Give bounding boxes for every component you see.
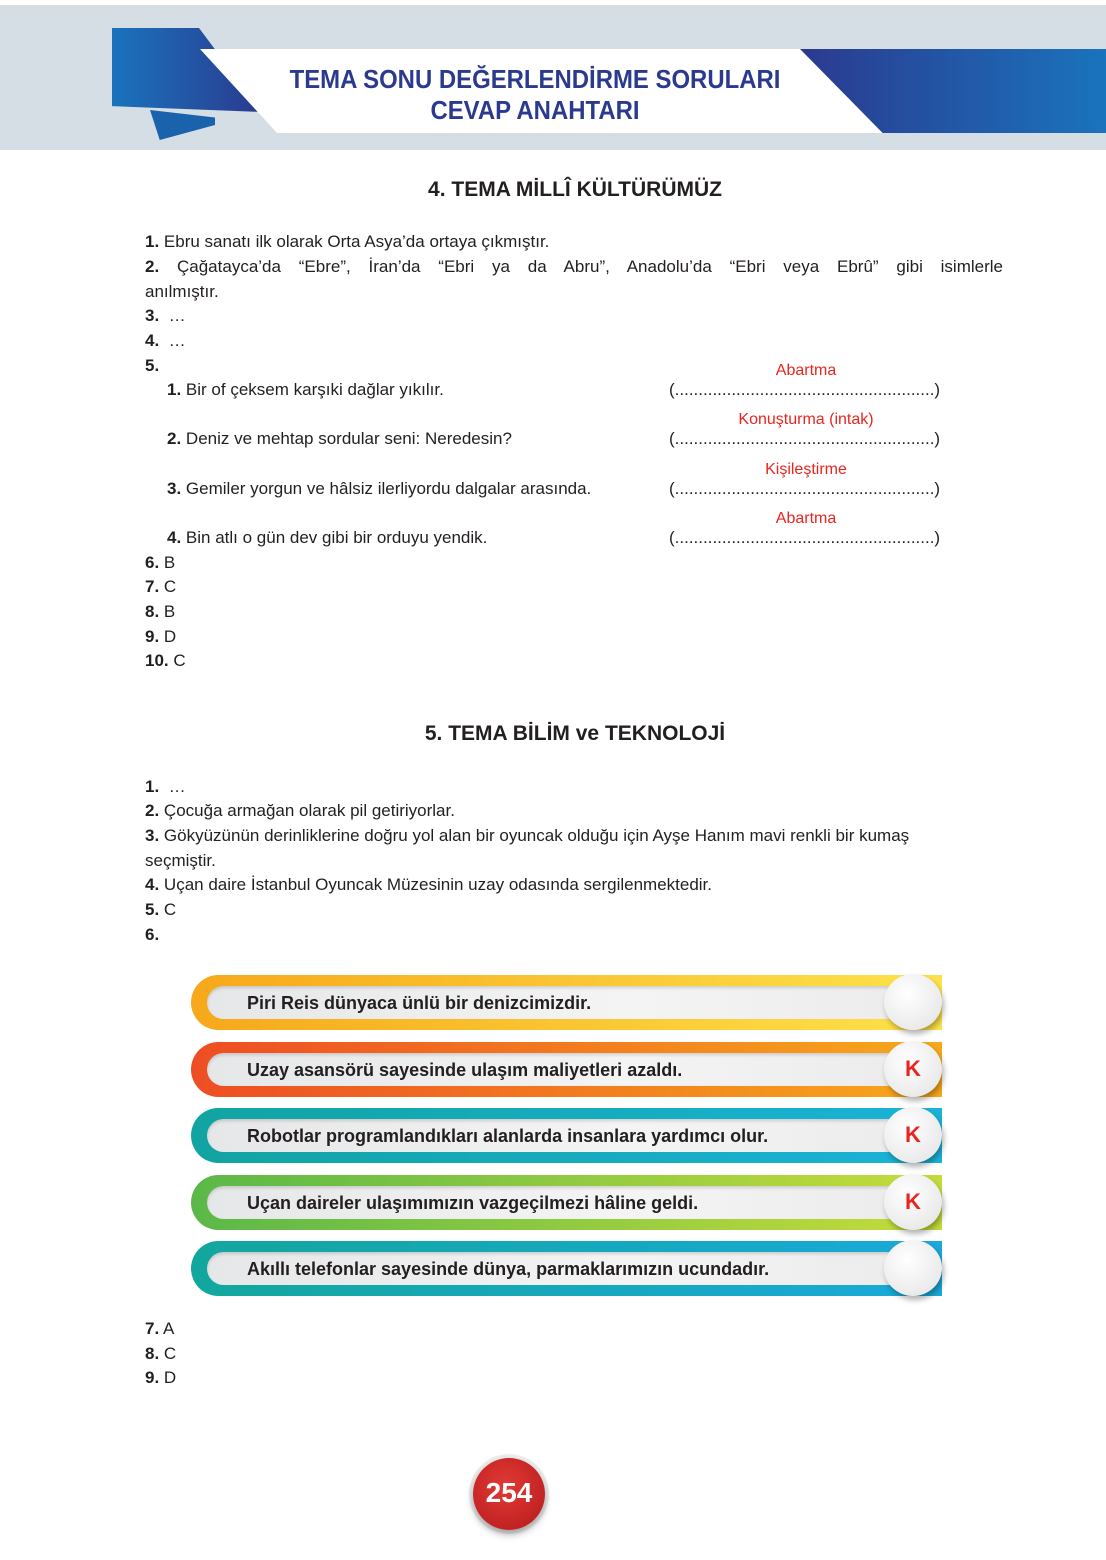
true-false-mark bbox=[884, 1240, 942, 1296]
answer-text: Kişileştirme bbox=[765, 461, 847, 478]
answer-blank: (.......................................................) bbox=[669, 429, 941, 448]
answer-item: 3. … bbox=[145, 306, 186, 325]
answer-item: 5. bbox=[145, 356, 160, 375]
answer-item: 1. Ebru sanatı ilk olarak Orta Asya’da ortaya çıkmıştır. bbox=[145, 232, 550, 251]
statement-band bbox=[191, 1042, 942, 1097]
mc-answer: 9. D bbox=[145, 627, 177, 646]
answer-blank: (.......................................................) bbox=[669, 479, 941, 498]
q5-item: 2. Deniz ve mehtap sordular seni: Neredesin? bbox=[167, 429, 512, 448]
title-line-2: CEVAP ANAHTARI bbox=[430, 95, 640, 125]
answer-item: 6. bbox=[145, 925, 160, 944]
answer-item: 2. Çağatayca’da “Ebre”, İran’da “Ebri ya da Abru”, Anadolu’da “Ebri veya Ebrû” gibi isimlerle bbox=[145, 257, 1003, 276]
answer-field bbox=[669, 411, 949, 449]
q5-item: 3. Gemiler yorgun ve hâlsiz ilerliyordu dalgalar arasında. bbox=[167, 479, 592, 498]
answer-item: 3. Gökyüzünün derinliklerine doğru yol alan bir oyuncak olduğu için Ayşe Hanım mavi renkli bir kumaş bbox=[145, 826, 910, 845]
mc-answer: 8. C bbox=[145, 1344, 177, 1363]
page-title bbox=[254, 64, 815, 126]
answer-item: 4. … bbox=[145, 331, 186, 350]
answer-item-cont: anılmıştır. bbox=[145, 282, 219, 301]
statement-band bbox=[191, 975, 942, 1030]
mc-answer: 10. C bbox=[145, 651, 186, 670]
statement-text: Akıllı telefonlar sayesinde dünya, parmaklarımızın ucundadır. bbox=[247, 1259, 770, 1279]
q5-item: 4. Bin atlı o gün dev gibi bir orduyu yendik. bbox=[167, 528, 488, 547]
answer-text: Konuşturma (intak) bbox=[738, 411, 874, 428]
mc-answer: 6. B bbox=[145, 553, 176, 572]
statement-band bbox=[191, 1175, 942, 1230]
answer-item: 2. Çocuğa armağan olarak pil getiriyorlar. bbox=[145, 801, 455, 820]
answer-item: 1. … bbox=[145, 777, 186, 796]
answer-item-cont: seçmiştir. bbox=[145, 851, 216, 870]
answer-field bbox=[669, 461, 949, 499]
answer-text: Abartma bbox=[775, 362, 837, 379]
page-number: 254 bbox=[473, 1458, 545, 1530]
answer-field bbox=[669, 362, 949, 400]
mc-answer: 9. D bbox=[145, 1368, 177, 1387]
theme4-heading: 4. TEMA MİLLÎ KÜLTÜRÜMÜZ bbox=[428, 178, 722, 201]
statement-text: Uzay asansörü sayesinde ulaşım maliyetleri azaldı. bbox=[247, 1059, 683, 1080]
mc-answer: 7. C bbox=[145, 577, 177, 596]
mc-answer: 7. A bbox=[145, 1319, 175, 1338]
answer-field bbox=[669, 510, 949, 548]
true-false-mark: K bbox=[884, 1174, 942, 1230]
statement-band bbox=[191, 1241, 942, 1296]
title-line-1: TEMA SONU DEĞERLENDİRME SORULARI bbox=[289, 64, 781, 94]
answer-item: 4. Uçan daire İstanbul Oyuncak Müzesinin uzay odasında sergilenmektedir. bbox=[145, 875, 712, 894]
statement-text: Robotlar programlandıkları alanlarda insanlara yardımcı olur. bbox=[247, 1126, 769, 1146]
theme5-heading: 5. TEMA BİLİM ve TEKNOLOJİ bbox=[424, 722, 726, 745]
q5-item: 1. Bir of çeksem karşıki dağlar yıkılır. bbox=[167, 380, 444, 399]
answer-text: Abartma bbox=[775, 510, 837, 527]
true-false-mark bbox=[884, 974, 942, 1030]
answer-blank: (.......................................................) bbox=[669, 380, 941, 399]
true-false-mark: K bbox=[884, 1041, 942, 1097]
statement-text: Piri Reis dünyaca ünlü bir denizcimizdir. bbox=[247, 993, 592, 1013]
mc-answer: 8. B bbox=[145, 602, 176, 621]
answer-blank: (.......................................................) bbox=[669, 528, 941, 547]
true-false-mark: K bbox=[884, 1107, 942, 1163]
statement-text: Uçan daireler ulaşımımızın vazgeçilmezi hâline geldi. bbox=[247, 1192, 699, 1213]
statement-band bbox=[191, 1108, 942, 1163]
answer-item: 5. C bbox=[145, 900, 177, 919]
